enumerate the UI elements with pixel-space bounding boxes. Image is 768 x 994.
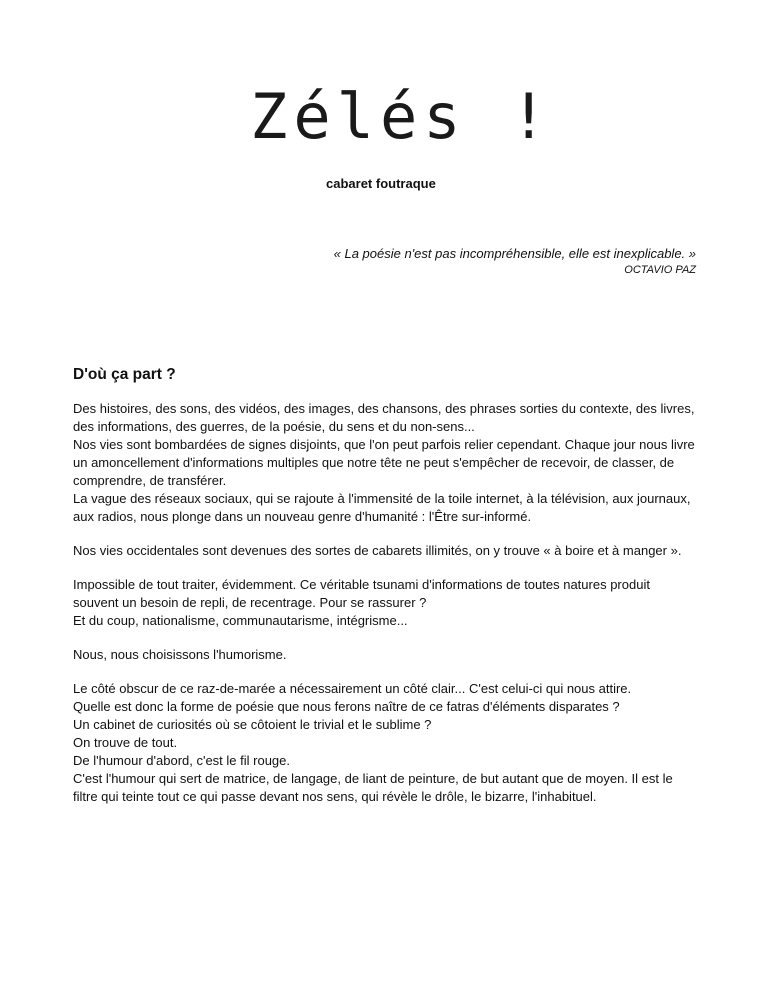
epigraph-quote: « La poésie n'est pas incompréhensible, elle est inexplicable. » [333, 246, 696, 261]
paragraph-line: De l'humour d'abord, c'est le fil rouge. [73, 753, 291, 768]
section-body [73, 400, 698, 822]
paragraph-line: Quelle est donc la forme de poésie que nous ferons naître de ce fatras d'éléments disparates ? [73, 699, 620, 714]
paragraph-line: C'est l'humour qui sert de matrice, de langage, de liant de peinture, de but autant que de moyen. Il est le filtre qui teinte tout ce qui passe devant nos sens, qui révèle le drôle, le bizarre, l'inhabituel. [73, 771, 673, 804]
paragraph [73, 680, 698, 806]
paragraph-line: Nos vies occidentales sont devenues des sortes de cabarets illimités, on y trouve « à boire et à manger ». [73, 543, 682, 558]
paragraph-line: Et du coup, nationalisme, communautarisme, intégrisme... [73, 613, 408, 628]
paragraph-line: Le côté obscur de ce raz-de-marée a nécessairement un côté clair... C'est celui-ci qui nous attire. [73, 681, 632, 696]
paragraph-line: Un cabinet de curiosités où se côtoient le trivial et le sublime ? [73, 717, 432, 732]
paragraph-line: Nos vies sont bombardées de signes disjoints, que l'on peut parfois relier cependant. Chaque jour nous livre un amoncellement d'informations multiples que notre tête ne peut s'empêcher de recevoir, de classer, de comprendre, de transférer. [73, 437, 695, 488]
paragraph-line: Nous, nous choisissons l'humorisme. [73, 647, 287, 662]
paragraph-line: Impossible de tout traiter, évidemment. Ce véritable tsunami d'informations de toutes natures produit souvent un besoin de repli, de recentrage. Pour se rassurer ? [73, 577, 650, 610]
paragraph [73, 542, 698, 560]
epigraph-author: OCTAVIO PAZ [624, 264, 696, 276]
paragraph [73, 646, 698, 664]
section-heading: D'où ça part ? [73, 366, 176, 383]
paragraph [73, 576, 698, 630]
document-subtitle: cabaret foutraque [326, 176, 436, 191]
document-title: Zélés ! [250, 80, 554, 153]
paragraph-line: Des histoires, des sons, des vidéos, des images, des chansons, des phrases sorties du contexte, des livres, des informations, des guerres, de la poésie, du sens et du non-sens... [73, 401, 695, 434]
paragraph-line: La vague des réseaux sociaux, qui se rajoute à l'immensité de la toile internet, à la télévision, aux journaux, aux radios, nous plonge dans un nouveau genre d'humanité : l'Être sur-informé. [73, 491, 691, 524]
paragraph [73, 400, 698, 526]
paragraph-line: On trouve de tout. [73, 735, 178, 750]
